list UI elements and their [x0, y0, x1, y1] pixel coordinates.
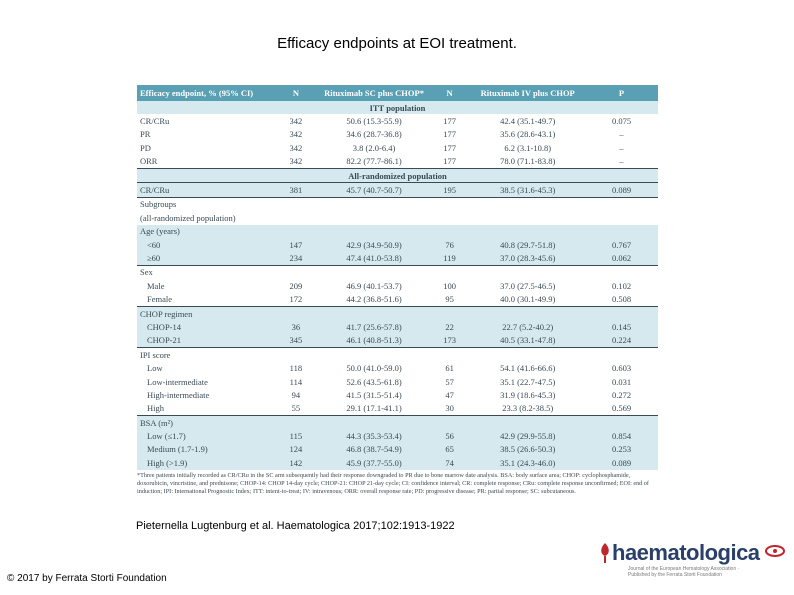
- n-iv-cell: 57: [445, 376, 454, 387]
- iv-value-cell: 23.3 (8.2-38.5): [470, 402, 585, 416]
- table-row: [137, 320, 658, 333]
- n-sc-cell: 115: [272, 429, 319, 442]
- p-value-cell: 0.062: [585, 251, 658, 265]
- row-label: High (>1.9): [137, 456, 272, 469]
- sc-value-cell: [319, 265, 428, 279]
- iv-value-cell: 78.0 (71.1-83.8): [470, 155, 585, 169]
- sc-value-cell: 47.4 (41.0-53.8): [319, 251, 428, 265]
- n-iv-cell: 47: [445, 389, 454, 400]
- sc-value-cell: 50.6 (15.3-55.9): [346, 116, 402, 127]
- n-iv-cell: 65: [429, 443, 471, 456]
- group-label: Age (years): [137, 225, 272, 238]
- p-value-cell: [585, 197, 658, 211]
- table-section-row: [137, 101, 658, 114]
- table-row: [137, 251, 658, 265]
- sc-value-cell: 46.1 (40.8-51.3): [319, 334, 428, 348]
- header-endpoint: Efficacy endpoint, % (95% CI): [137, 85, 272, 101]
- iv-value-cell: [470, 211, 585, 224]
- n-sc-cell: 114: [289, 376, 303, 387]
- iv-value-cell: 40.5 (33.1-47.8): [470, 334, 585, 348]
- n-iv-cell: 173: [429, 334, 471, 348]
- logo-subtitle: Journal of the European Hematology Association · Published by the Ferrata Storti Foundation: [628, 566, 740, 578]
- n-sc-cell: [272, 211, 319, 224]
- header-rituximab-iv: Rituximab IV plus CHOP: [470, 85, 585, 101]
- p-value-cell: 0.508: [585, 292, 658, 306]
- n-sc-cell: [272, 225, 319, 238]
- iv-value-cell: 54.1 (41.6-66.6): [500, 363, 556, 374]
- table-row: [137, 183, 658, 197]
- n-iv-cell: 76: [429, 238, 471, 251]
- table-body: [137, 101, 658, 470]
- n-iv-cell: [429, 348, 471, 362]
- table-group-row: [137, 197, 658, 211]
- n-sc-cell: 209: [289, 280, 303, 291]
- table-row: [137, 375, 658, 388]
- n-sc-cell: 342: [289, 129, 303, 140]
- row-label: High: [137, 402, 272, 416]
- table-header-row: [137, 85, 658, 101]
- sc-value-cell: [319, 306, 428, 320]
- sc-value-cell: 45.9 (37.7-55.0): [319, 456, 428, 469]
- n-sc-cell: 342: [272, 155, 319, 169]
- iv-value-cell: 35.1 (24.3-46.0): [470, 456, 585, 469]
- p-value-cell: –: [619, 142, 624, 153]
- iv-value-cell: [470, 348, 585, 362]
- table-row: [137, 456, 658, 469]
- n-iv-cell: 74: [429, 456, 471, 469]
- section-label: ITT population: [137, 101, 658, 114]
- p-value-cell: 0.272: [611, 389, 632, 400]
- sc-value-cell: 3.8 (2.0-6.4): [352, 142, 396, 153]
- p-value-cell: 0.603: [611, 363, 632, 374]
- haematologica-logo: [598, 540, 788, 576]
- table-row: [137, 443, 658, 456]
- p-value-cell: –: [619, 129, 624, 140]
- p-value-cell: [585, 415, 658, 429]
- sc-value-cell: 42.9 (34.9-50.9): [319, 238, 428, 251]
- table-row: [137, 279, 658, 292]
- p-value-cell: [585, 265, 658, 279]
- n-sc-cell: 345: [272, 334, 319, 348]
- iv-value-cell: 40.8 (29.7-51.8): [470, 238, 585, 251]
- n-iv-cell: [429, 197, 471, 211]
- p-value-cell: 0.767: [585, 238, 658, 251]
- sc-value-cell: 46.8 (38.7-54.9): [319, 443, 428, 456]
- n-sc-cell: 147: [272, 238, 319, 251]
- table-footnote: *Three patients initially recorded as CR/CRu in the SC arm subsequently had their response downgraded to PR due to bone marrow date analysis. BSA: body surface area; CHOP: cyclophosphamide, doxorubicin, vincristine, and prednisone; CHOP-14: CHOP 14-day cycle; CHOP-21: CHOP 21-day cycle; CI: confidence interval; CR: complete response; CRu: complete response unconfirmed; EOI: end of induction; IPI: International Prognostic Index; ITT: intent-to-treat; IV: intravenous; ORR: overall response rate; PD: progressive disease; PR: partial response; SC: subcutaneous.: [137, 472, 649, 496]
- p-value-cell: 0.253: [585, 443, 658, 456]
- sc-value-cell: 41.7 (25.6-57.8): [319, 320, 428, 333]
- efficacy-table-figure: [137, 85, 658, 513]
- copyright: © 2017 by Ferrata Storti Foundation: [7, 573, 167, 584]
- n-sc-cell: [272, 348, 319, 362]
- sc-value-cell: 82.2 (77.7-86.1): [319, 155, 428, 169]
- group-label: BSA (m²): [137, 415, 272, 429]
- p-value-cell: 0.102: [611, 280, 632, 291]
- table-row: [137, 361, 658, 374]
- table-row: [137, 334, 658, 348]
- iv-value-cell: 38.5 (31.6-45.3): [470, 183, 585, 197]
- iv-value-cell: 42.4 (35.1-49.7): [500, 116, 556, 127]
- n-sc-cell: 142: [272, 456, 319, 469]
- n-iv-cell: 177: [443, 129, 456, 140]
- iv-value-cell: 35.6 (28.6-43.1): [500, 129, 556, 140]
- sc-value-cell: 52.6 (43.5-61.8): [346, 376, 402, 387]
- n-iv-cell: 177: [443, 116, 456, 127]
- p-value-cell: 0.224: [585, 334, 658, 348]
- p-value-cell: [585, 306, 658, 320]
- table-row: [137, 155, 658, 169]
- row-label: PR: [140, 129, 151, 140]
- n-sc-cell: 55: [272, 402, 319, 416]
- row-label: CR/CRu: [137, 183, 272, 197]
- n-iv-cell: [429, 211, 471, 224]
- sc-value-cell: [319, 225, 428, 238]
- sc-value-cell: 29.1 (17.1-41.1): [319, 402, 428, 416]
- n-sc-cell: [272, 265, 319, 279]
- n-iv-cell: 61: [445, 363, 454, 374]
- group-label: IPI score: [140, 349, 171, 360]
- sc-value-cell: [319, 415, 428, 429]
- n-iv-cell: 22: [429, 320, 471, 333]
- table-section-row: [137, 168, 658, 182]
- n-sc-cell: 94: [291, 389, 301, 400]
- table-group-row: [137, 265, 658, 279]
- row-label: Low (≤1.7): [137, 429, 272, 442]
- header-rituximab-sc: Rituximab SC plus CHOP*: [319, 85, 428, 101]
- p-value-cell: [585, 348, 658, 362]
- sc-value-cell: 50.0 (41.0-59.0): [346, 363, 402, 374]
- table-group-row: [137, 348, 658, 362]
- p-value-cell: –: [585, 155, 658, 169]
- n-sc-cell: 234: [272, 251, 319, 265]
- logo-name: haematologica: [612, 540, 760, 565]
- p-value-cell: 0.089: [585, 456, 658, 469]
- table-group-row: [137, 415, 658, 429]
- sc-value-cell: 44.3 (35.3-53.4): [319, 429, 428, 442]
- n-iv-cell: 119: [429, 251, 471, 265]
- table-group-row: [137, 306, 658, 320]
- row-label: CR/CRu: [140, 116, 170, 127]
- header-n-iv: N: [429, 85, 471, 101]
- p-value-cell: 0.075: [611, 116, 632, 127]
- iv-value-cell: [470, 197, 585, 211]
- row-label: Male: [147, 280, 165, 291]
- row-label: Low: [147, 363, 163, 374]
- n-sc-cell: 124: [272, 443, 319, 456]
- n-iv-cell: 100: [443, 280, 456, 291]
- table-row: [137, 141, 658, 154]
- table-group-row: [137, 225, 658, 238]
- sc-value-cell: 34.6 (28.7-36.8): [346, 129, 402, 140]
- n-iv-cell: 30: [429, 402, 471, 416]
- n-iv-cell: [429, 306, 471, 320]
- row-label: ≥60: [137, 251, 272, 265]
- logo-eu-emblem-icon: [764, 544, 786, 558]
- p-value-cell: 0.145: [585, 320, 658, 333]
- n-sc-cell: 342: [289, 142, 303, 153]
- iv-value-cell: 35.1 (22.7-47.5): [500, 376, 556, 387]
- iv-value-cell: 22.7 (5.2-40.2): [470, 320, 585, 333]
- row-label: Medium (1.7-1.9): [137, 443, 272, 456]
- iv-value-cell: 37.0 (28.3-45.6): [470, 251, 585, 265]
- n-iv-cell: 56: [429, 429, 471, 442]
- row-label: <60: [137, 238, 272, 251]
- sc-value-cell: 44.2 (36.8-51.6): [319, 292, 428, 306]
- n-sc-cell: [272, 306, 319, 320]
- n-sc-cell: [272, 197, 319, 211]
- n-iv-cell: [429, 415, 471, 429]
- header-p-value: P: [585, 85, 658, 101]
- iv-value-cell: 42.9 (29.9-55.8): [470, 429, 585, 442]
- row-label: High-intermediate: [147, 389, 210, 400]
- n-sc-cell: 36: [272, 320, 319, 333]
- table-row: [137, 128, 658, 141]
- iv-value-cell: 40.0 (30.1-49.9): [470, 292, 585, 306]
- row-label: CHOP-14: [137, 320, 272, 333]
- table-row: [137, 388, 658, 401]
- section-label: All-randomized population: [137, 168, 658, 182]
- row-label: Low-intermediate: [147, 376, 208, 387]
- row-label: CHOP-21: [137, 334, 272, 348]
- group-label: (all-randomized population): [140, 212, 236, 223]
- p-value-cell: 0.031: [611, 376, 632, 387]
- n-iv-cell: 95: [429, 292, 471, 306]
- n-iv-cell: 177: [443, 142, 456, 153]
- sc-value-cell: 41.5 (31.5-51.4): [346, 389, 402, 400]
- table-row: [137, 429, 658, 442]
- citation: Pieternella Lugtenburg et al. Haematologica 2017;102:1913-1922: [136, 520, 455, 532]
- logo-emblem-icon: [598, 542, 612, 564]
- n-sc-cell: 118: [289, 363, 303, 374]
- iv-value-cell: [470, 306, 585, 320]
- group-label: Sex: [140, 267, 153, 278]
- row-label: ORR: [137, 155, 272, 169]
- n-iv-cell: 177: [429, 155, 471, 169]
- p-value-cell: 0.089: [585, 183, 658, 197]
- slide-title: Efficacy endpoints at EOI treatment.: [277, 35, 517, 52]
- p-value-cell: 0.569: [585, 402, 658, 416]
- sc-value-cell: [319, 197, 428, 211]
- group-label: Subgroups: [140, 199, 177, 210]
- n-iv-cell: [429, 265, 471, 279]
- table-row: [137, 238, 658, 251]
- table-row: [137, 292, 658, 306]
- p-value-cell: [585, 211, 658, 224]
- p-value-cell: 0.854: [585, 429, 658, 442]
- table-row: [137, 114, 658, 127]
- sc-value-cell: [319, 348, 428, 362]
- table-group-row: [137, 211, 658, 224]
- row-label: PD: [140, 142, 151, 153]
- iv-value-cell: [470, 225, 585, 238]
- sc-value-cell: 45.7 (40.7-50.7): [319, 183, 428, 197]
- sc-value-cell: [319, 211, 428, 224]
- n-sc-cell: 172: [272, 292, 319, 306]
- iv-value-cell: [470, 415, 585, 429]
- efficacy-table: [137, 85, 658, 470]
- iv-value-cell: 37.0 (27.5-46.5): [500, 280, 556, 291]
- p-value-cell: [585, 225, 658, 238]
- iv-value-cell: 6.2 (3.1-10.8): [504, 142, 552, 153]
- header-n-sc: N: [272, 85, 319, 101]
- n-sc-cell: 381: [272, 183, 319, 197]
- iv-value-cell: 38.5 (26.6-50.3): [470, 443, 585, 456]
- n-sc-cell: [272, 415, 319, 429]
- iv-value-cell: 31.9 (18.6-45.3): [500, 389, 556, 400]
- n-sc-cell: 342: [289, 116, 303, 127]
- row-label: Female: [137, 292, 272, 306]
- sc-value-cell: 46.9 (40.1-53.7): [346, 280, 402, 291]
- group-label: CHOP regimen: [137, 306, 272, 320]
- iv-value-cell: [470, 265, 585, 279]
- n-iv-cell: [429, 225, 471, 238]
- table-row: [137, 402, 658, 416]
- n-iv-cell: 195: [429, 183, 471, 197]
